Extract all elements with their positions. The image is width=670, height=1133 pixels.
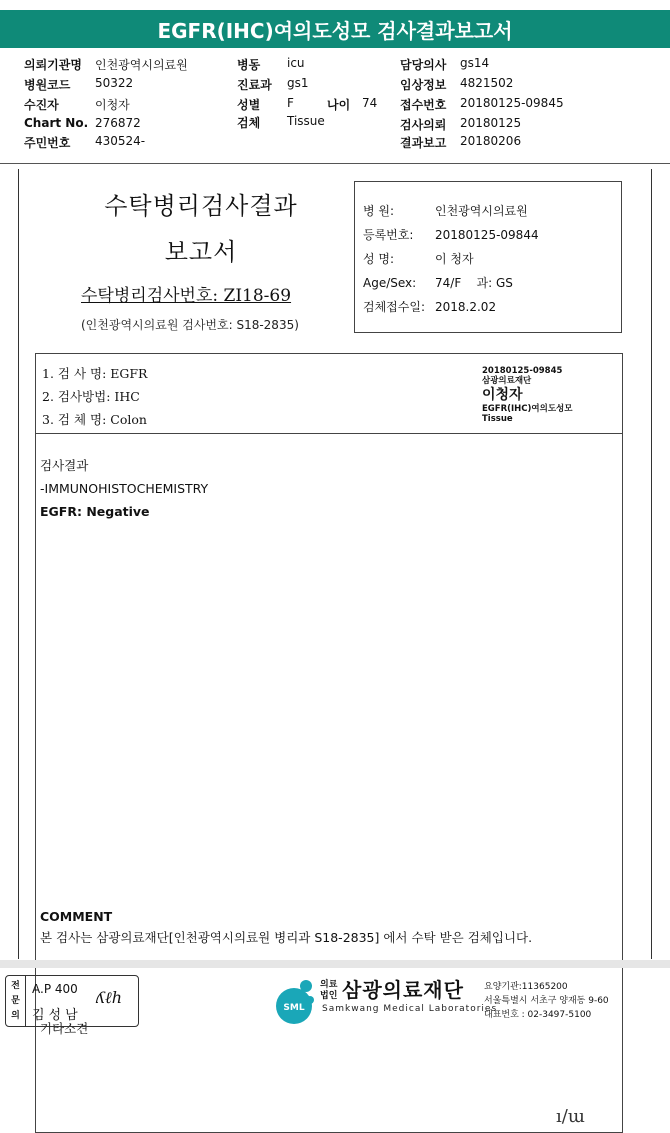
comment-text: 본 검사는 삼광의료재단[인천광역시의료원 병리과 S18-2835] 에서 수탁 받은 검체입니다. <box>40 930 533 945</box>
patient-dept-value: GS <box>495 276 513 290</box>
signature-scrawl: ʎℓℎ <box>96 988 123 1007</box>
patient-agesex-value: 74/F <box>435 276 462 290</box>
doc-title-line1: 수탁병리검사결과 <box>104 192 298 220</box>
ward-label: 병동 <box>237 58 261 72</box>
patient-date-value: 2018.2.02 <box>435 300 497 314</box>
recipient-value: 이청자 <box>95 98 130 112</box>
hospital-code-label: 병원코드 <box>24 78 71 92</box>
receipt-label: 접수번호 <box>400 98 447 112</box>
sign-ap: A.P 400 <box>32 982 78 996</box>
sticker-specimen: Tissue <box>482 414 513 424</box>
recipient-label: 수진자 <box>24 98 59 112</box>
sml-logo-icon <box>270 976 318 1026</box>
patient-name-label: 성 명: <box>363 252 395 266</box>
contact-code: 요양기관:11365200 <box>484 982 568 992</box>
org-contact <box>484 980 609 1022</box>
patient-reg-value: 20180125-09844 <box>435 228 539 242</box>
doctor-label: 담당의사 <box>400 58 447 72</box>
specimen-label: 검체 <box>237 116 261 130</box>
exam-header <box>36 354 622 434</box>
age-label: 나이 <box>327 98 351 112</box>
org-name: 삼광의료재단 <box>342 978 464 1002</box>
patient-dept-label: 과: <box>476 276 493 290</box>
specimen-sticker <box>482 366 572 424</box>
handwritten-mark: ı/ɯ <box>556 1106 585 1127</box>
comment-heading: COMMENT <box>40 909 113 924</box>
resident-no-label: 주민번호 <box>24 136 71 150</box>
exam-specimen: 3. 검 체 명: Colon <box>42 412 147 427</box>
patient-name-value: 이 청자 <box>435 252 474 266</box>
doctor-value: gs14 <box>460 56 490 70</box>
signature-box <box>5 975 139 1027</box>
contact-phone: 대표번호 : 02-3497-5100 <box>484 1010 592 1020</box>
exam-lines <box>42 362 147 431</box>
doc-subtitle-2: (인천광역시의료원 검사번호: S18-2835) <box>81 318 299 332</box>
comment-section <box>40 906 532 948</box>
exam-method: 2. 검사방법: IHC <box>42 389 140 404</box>
doc-title-line2: 보고서 <box>164 238 238 266</box>
requested-value: 20180125 <box>460 116 522 130</box>
logo-text: SML <box>283 1003 305 1013</box>
ward-value: icu <box>287 56 305 70</box>
etc-heading: 기타소견 <box>40 1021 89 1036</box>
patient-hospital-label: 병 원: <box>363 204 395 218</box>
result-heading: 검사결과 <box>40 458 89 473</box>
institution-value: 인천광역시의료원 <box>95 58 188 72</box>
age-value: 74 <box>362 96 378 110</box>
clinical-value: 4821502 <box>460 76 514 90</box>
reported-label: 결과보고 <box>400 136 447 150</box>
exam-name: 1. 검 사 명: EGFR <box>42 366 148 381</box>
org-prefix-2: 법인 <box>320 991 338 1001</box>
contact-address: 서울특별시 서초구 양재동 9-60 <box>484 996 609 1006</box>
dept-value: gs1 <box>287 76 309 90</box>
sticker-org: 삼광의료재단 <box>482 376 532 386</box>
patient-hospital-value: 인천광역시의료원 <box>435 204 528 218</box>
sex-label: 성별 <box>237 98 261 112</box>
report-title: EGFR(IHC)여의도성모 검사결과보고서 <box>0 10 670 48</box>
org-prefix-1: 의료 <box>320 980 338 990</box>
sex-value: F <box>287 96 294 110</box>
result-section <box>40 454 208 523</box>
result-finding: EGFR: Negative <box>40 504 150 519</box>
patient-box <box>354 181 622 333</box>
sticker-number: 20180125-09845 <box>482 366 563 376</box>
requested-label: 검사의뢰 <box>400 118 447 132</box>
chart-no-value: 276872 <box>95 116 141 130</box>
clinical-label: 임상정보 <box>400 78 447 92</box>
patient-date-label: 검체접수일: <box>363 300 426 314</box>
hospital-code-value: 50322 <box>95 76 134 90</box>
dept-label: 진료과 <box>237 78 272 92</box>
sticker-name: 이청자 <box>482 387 523 403</box>
report-info-grid <box>0 54 670 164</box>
receipt-value: 20180125-09845 <box>460 96 564 110</box>
doc-subtitle: 수탁병리검사번호: ZI18-69 <box>81 286 292 306</box>
sticker-test: EGFR(IHC)여의도성모 <box>482 404 573 414</box>
doc-title <box>81 183 321 275</box>
specimen-value: Tissue <box>287 114 325 128</box>
org-name-en: Samkwang Medical Laboratories <box>322 1004 498 1014</box>
patient-reg-label: 등록번호: <box>363 228 414 242</box>
chart-no-label: Chart No. <box>24 116 89 130</box>
sign-side-text: 전문의 <box>11 981 20 1021</box>
sign-name: 김성남 <box>32 1008 82 1023</box>
footer-divider <box>0 960 670 968</box>
sign-side-label <box>6 976 26 1026</box>
resident-no-value: 430524- <box>95 134 146 148</box>
institution-label: 의뢰기관명 <box>24 58 82 72</box>
reported-value: 20180206 <box>460 134 522 148</box>
result-method: -IMMUNOHISTOCHEMISTRY <box>40 481 209 496</box>
patient-agesex-label: Age/Sex: <box>363 276 417 290</box>
org-prefix <box>320 980 337 1002</box>
info-divider <box>0 163 670 164</box>
